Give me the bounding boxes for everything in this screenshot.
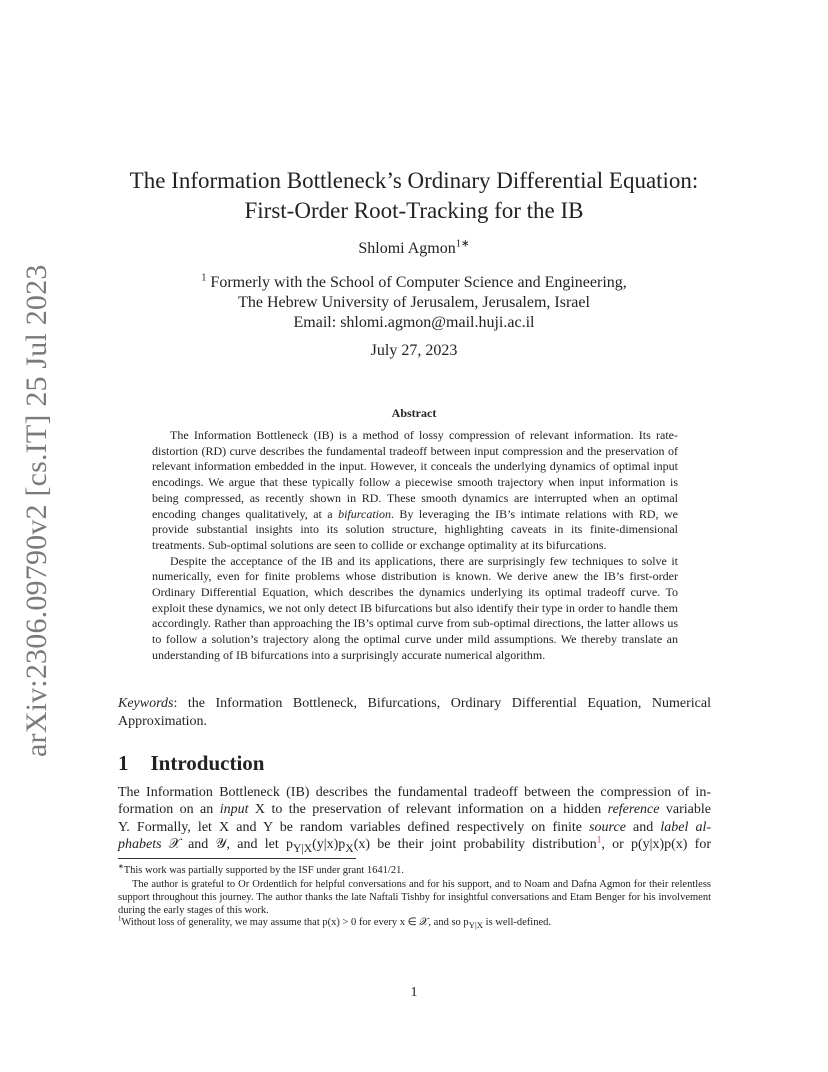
footnote-rule	[118, 858, 356, 859]
footnote-1: $^1$Without loss of generality, we may assume that p(x) > 0 for every x ∈ 𝒳, and so $p_{Y|X}$ is well-defined.	[118, 915, 551, 931]
keywords	[118, 695, 711, 730]
author	[90, 240, 738, 258]
affiliation-line-2: The Hebrew University of Jerusalem, Jerusalem, Israel	[238, 294, 590, 311]
footnote-acknowledgments: The author is grateful to Or Ordentlich for helpful conversations and for his support, and to Noam and Dafna Agmon for their relentless support throughout this journey. The author thanks the late Naftali Tishby for insightful conversations and Etam Benger for his involvement during the early stages of this work.	[118, 879, 711, 916]
section-title: Introduction	[150, 751, 265, 775]
intro-line-3: Y. Formally, let X and Y be random variables defined respectively on finite source and label al-	[118, 819, 711, 835]
affiliation	[90, 273, 738, 333]
abstract-body	[152, 428, 678, 664]
author-marks: 1∗	[455, 238, 470, 250]
abstract-paragraph-2: Despite the acceptance of the IB and its applications, there are surprisingly few techniques to solve it numerically, even for finite problems whose distribution is known. We derive anew the IB’s first-order Ordinary Differential Equation, which describes the dynamics underlying its optimal tradeoff curve. To exploit these dynamics, we not only detect IB bifurcations but also identify their type in order to handle them accordingly. Rather than approaching the IB’s optimal curve from sub-optimal directions, the latter allows us to follow a solution’s trajectory along the optimal curve under mild assumptions. We thereby translate an understanding of IB bifurcations into a surprisingly accurate numerical algorithm.	[152, 553, 678, 662]
arxiv-identifier: arXiv:2306.09790v2 [cs.IT] 25 Jul 2023	[20, 264, 53, 757]
footnote-link[interactable]: 1	[596, 834, 602, 845]
intro-line-1: The Information Bottleneck (IB) describes the fundamental tradeoff between the compression of in-	[118, 785, 711, 800]
intro-line-2: formation on an input X to the preservation of relevant information on a hidden reference variable	[118, 802, 711, 818]
section-heading	[118, 751, 264, 776]
intro-line-4: phabets 𝒳 and 𝒴, and let $p_{Y|X}(y|x)p_X(x)$ be their joint probability distribution$^1$, or p(y|x)p(x) for	[118, 834, 711, 856]
footnote-funding: ∗This work was partially supported by the ISF under grant 1641/21.	[118, 863, 404, 876]
abstract-paragraph-1: The Information Bottleneck (IB) is a method of lossy compression of relevant information. Its rate-distortion (RD) curve describes the fundamental tradeoff between input compression and the preservation of relevant information embedded in the input. However, it conceals the underlying dynamics of optimal input encodings. We argue that these typically follow a piecewise smooth trajectory when input information is being compressed, as recently shown in RD. These smooth dynamics are interrupted when an optimal encoding changes qualitatively, at a bifurcation. By leveraging the IB’s intimate relations with RD, we provide substantial insights into its solution structure, highlighting caveats in its finite-dimensional treatments. Sub-optimal solutions are seen to collide or exchange optimality at its bifurcations.	[152, 428, 679, 552]
title-line-1: The Information Bottleneck’s Ordinary Differential Equation:	[129, 168, 699, 193]
section-number: 1	[118, 751, 129, 775]
bifurcation-term: bifurcation	[338, 506, 391, 521]
paper-date: July 27, 2023	[370, 342, 458, 359]
affiliation-mark: 1	[201, 272, 207, 284]
keywords-text: : the Information Bottleneck, Bifurcations, Ordinary Differential Equation, Numerical Approximation.	[118, 696, 711, 729]
paper-title	[90, 166, 738, 226]
title-line-2: First-Order Root-Tracking for the IB	[244, 198, 584, 223]
page-number: 1	[410, 985, 418, 1000]
introduction-paragraph	[118, 784, 711, 857]
affiliation-email: Email: shlomi.agmon@mail.huji.ac.il	[293, 314, 535, 331]
abstract-heading: Abstract	[391, 406, 437, 420]
affiliation-line-1: $^1$ Formerly with the School of Computer Science and Engineering,	[201, 272, 627, 291]
keywords-label: Keywords	[118, 696, 174, 711]
author-name: Shlomi Agmon	[358, 240, 456, 257]
